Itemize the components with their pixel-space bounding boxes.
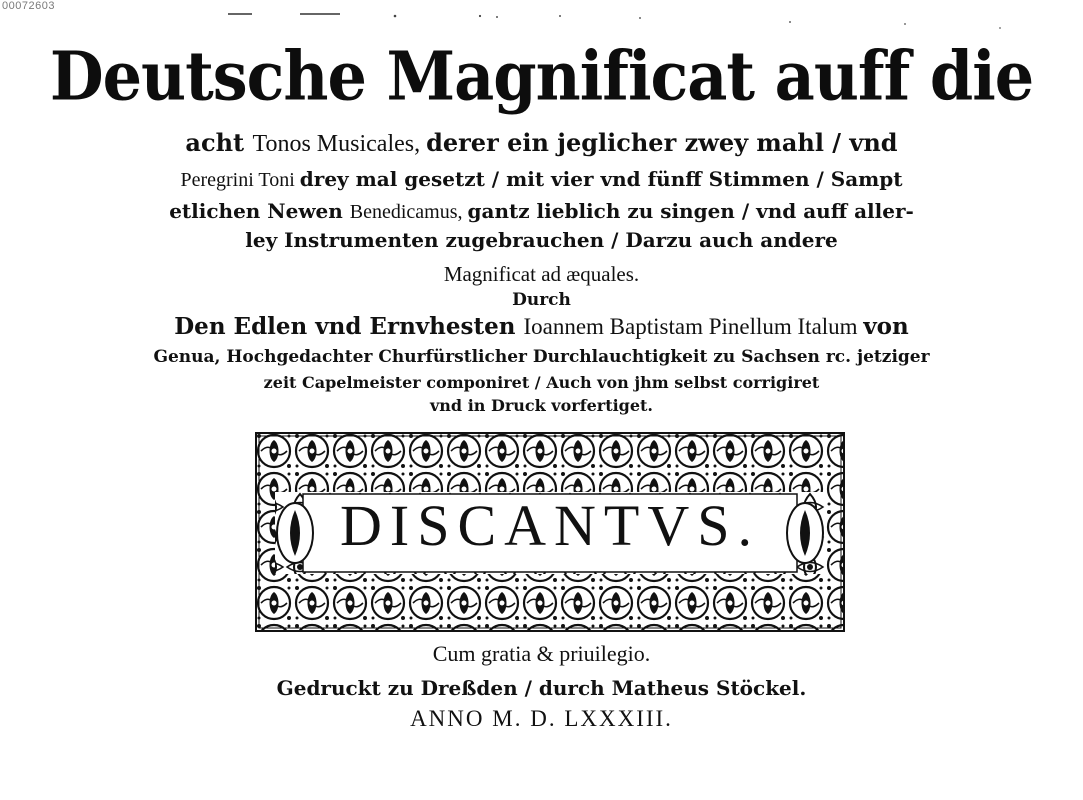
text-fragment: Peregrini Toni — [180, 169, 300, 191]
title-line-4 — [0, 199, 1083, 224]
page-id-label: 00072603 — [2, 0, 55, 12]
text-fragment: gantz lieblich zu singen / vnd auff aller- — [467, 199, 914, 223]
title-line-3 — [0, 167, 1083, 192]
author-line — [0, 313, 1083, 340]
text-fragment: Ioannem Baptistam Pinellum Italum — [523, 314, 864, 339]
text-fragment: etlichen Newen — [169, 199, 350, 223]
text-fragment: Magnificat ad æquales. — [443, 262, 640, 286]
printer-line: Gedruckt zu Dreßden / durch Matheus Stöckel. — [276, 676, 807, 700]
author-line-2 — [0, 347, 1083, 367]
text-fragment: von — [863, 313, 909, 340]
main-title: Deutsche Magnificat auff die — [49, 37, 1034, 116]
text-fragment: zeit Capelmeister componiret / Auch von jhm selbst corrigiret — [263, 373, 820, 392]
text-fragment: ley Instrumenten zugebrauchen / Darzu auch andere — [245, 228, 838, 252]
voice-part-label: DISCANTVS. — [340, 493, 760, 558]
text-fragment: vnd in Druck vorfertiget. — [430, 396, 653, 415]
text-fragment: drey mal gesetzt / mit vier vnd fünff Stimmen / Sampt — [299, 167, 903, 191]
title-line-5 — [0, 228, 1083, 252]
author-line-4 — [0, 396, 1083, 415]
title-line-6 — [0, 262, 1083, 287]
scan-artifacts — [0, 0, 1083, 40]
year-line: ANNO M. D. LXXXIII. — [410, 706, 673, 731]
title-line-2 — [0, 128, 1083, 158]
text-fragment: derer ein jeglicher zwey mahl / vnd — [426, 128, 898, 157]
durch-line — [0, 290, 1083, 310]
text-fragment: Tonos Musicales, — [252, 131, 427, 157]
text-fragment: Den Edlen vnd Ernvhesten — [174, 313, 524, 340]
text-fragment: Durch — [512, 290, 571, 310]
text-fragment: Benedicamus, — [349, 201, 468, 223]
privilege-line: Cum gratia & priuilegio. — [432, 641, 651, 666]
text-fragment: acht — [185, 128, 253, 157]
author-line-3 — [0, 373, 1083, 392]
text-fragment: Genua, Hochgedachter Churfürstlicher Durchlauchtigkeit zu Sachsen rc. jetziger — [153, 347, 930, 367]
